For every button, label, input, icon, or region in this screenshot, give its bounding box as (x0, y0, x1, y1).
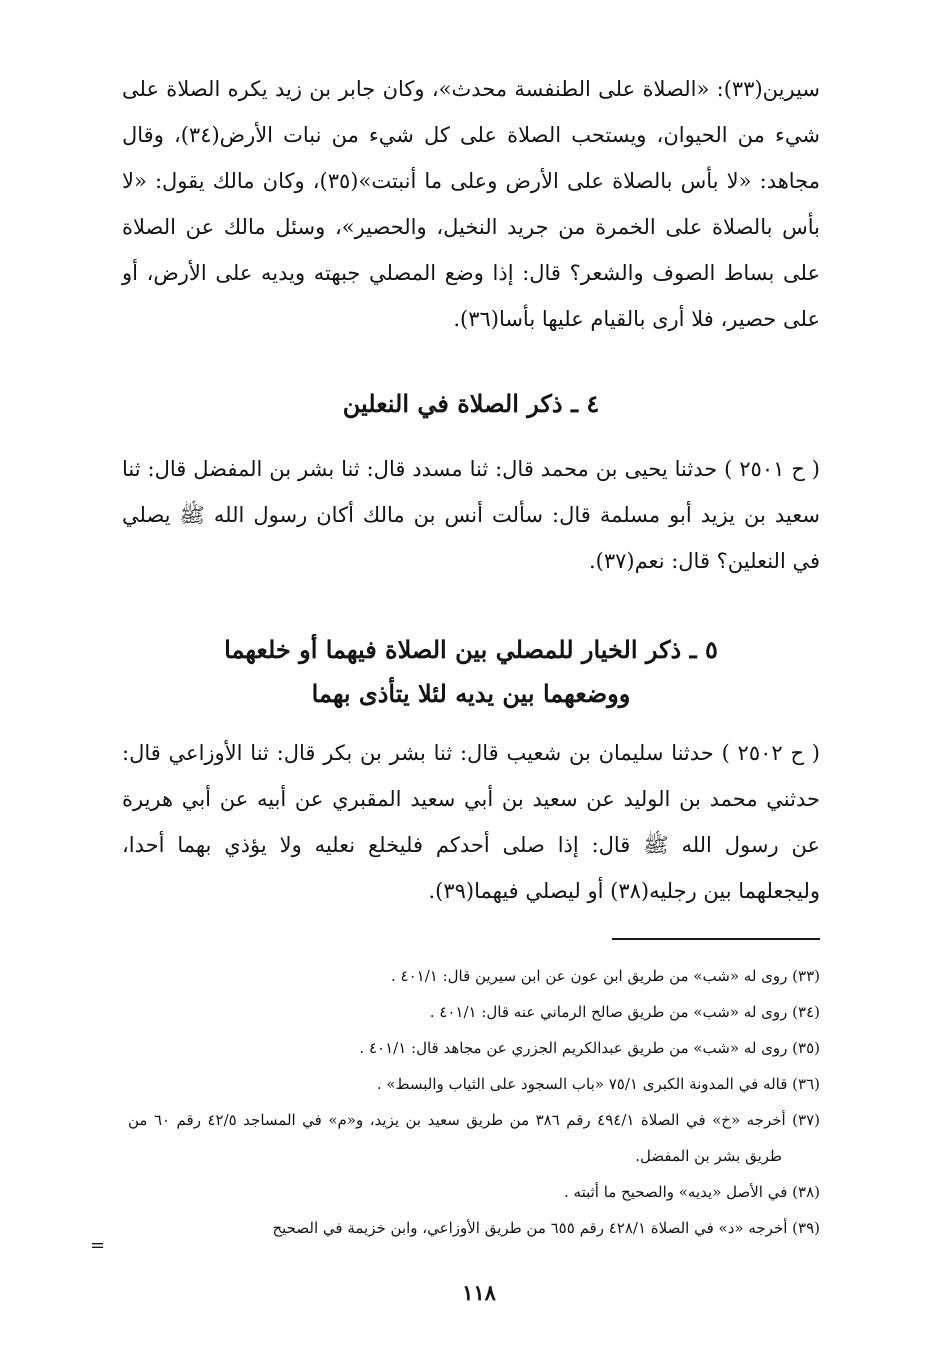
section-heading-5-line-2: ووضعهما بين يديه لئلا يتأذى بهما (311, 679, 631, 708)
footnote-34: (٣٤) روى له «شب» من طريق صالح الرماني عنه قال: ٤٠١/١ . (429, 1003, 820, 1021)
footnote-39: (٣٩) أخرجه «د» في الصلاة ٤٢٨/١ رقم ٦٥٥ من طريق الأوزاعي، وابن خزيمة في الصحيح (272, 1219, 820, 1237)
footnote-36: (٣٦) قاله في المدونة الكبرى ٧٥/١ «باب السجود على الثياب والبسط» . (376, 1075, 820, 1093)
section-heading-4-text: ٤ ـ ذكر الصلاة في النعلين (342, 389, 600, 418)
section-heading-5-line-1: ٥ ـ ذكر الخيار للمصلي بين الصلاة فيهما أو خلعهما (224, 635, 718, 664)
footnote-37: (٣٧) أخرجه «خ» في الصلاة ٤٩٤/١ رقم ٣٨٦ من طريق سعيد بن يزيد، و«م» في المساجد ٤٢/٥ رقم ٦٠ من طريق بشر بن المفضل. (128, 1111, 820, 1165)
section-heading-4 (122, 382, 820, 426)
footnote-33: (٣٣) روى له «شب» من طريق ابن عون عن ابن سيرين قال: ٤٠١/١ . (391, 967, 820, 985)
paragraph-intro: سيرين(٣٣): «الصلاة على الطنفسة محدث»، وكان جابر بن زيد يكره الصلاة على شيء من الحيوان، ويستحب الصلاة على كل شيء من نبات الأرض(٣٤)، وقال مجاهد: «لا بأس بالصلاة على الأرض وعلى ما أنبتت»(٣٥)، وكان مالك يقول: «لا بأس بالصلاة على الخمرة من جريد النخيل، والحصير»، وسئل مالك عن الصلاة على بساط الصوف والشعر؟ قال: إذا وضع المصلي جبهته ويديه على الأرض، أو على حصير، فلا أرى بالقيام عليها بأسا(٣٦). (122, 77, 820, 331)
paragraph-hadith-2502: ( ح ٢٥٠٢ ) حدثنا سليمان بن شعيب قال: ثنا بشر بن بكر قال: ثنا الأوزاعي قال: حدثني محمد بن الوليد عن سعيد بن أبي سعيد المقبري عن أبيه عن أبي هريرة عن رسول الله ﷺ قال: إذا صلى أحدكم فليخلع نعليه ولا يؤذي بهما أحدا، وليجعلهما بين رجليه(٣٨) أو ليصلي فيهما(٣٩). (122, 741, 820, 903)
footnote-35: (٣٥) روى له «شب» من طريق عبدالكريم الجزري عن مجاهد قال: ٤٠١/١ . (359, 1039, 820, 1057)
footnote-continuation-mark: = (90, 1235, 106, 1256)
paragraph-hadith-2501: ( ح ٢٥٠١ ) حدثنا يحيى بن محمد قال: ثنا مسدد قال: ثنا بشر بن المفضل قال: ثنا سعيد بن يزيد أبو مسلمة قال: سألت أنس بن مالك أكان رسول الله ﷺ يصلي في النعلين؟ قال: نعم(٣٧). (122, 457, 820, 573)
footnote-38: (٣٨) في الأصل «يديه» والصحيح ما أثبته . (563, 1183, 820, 1201)
page-number: ١١٨ (462, 1280, 496, 1305)
section-heading-5 (122, 628, 820, 716)
footnote-divider (612, 938, 820, 940)
footnotes-list (128, 958, 820, 1246)
